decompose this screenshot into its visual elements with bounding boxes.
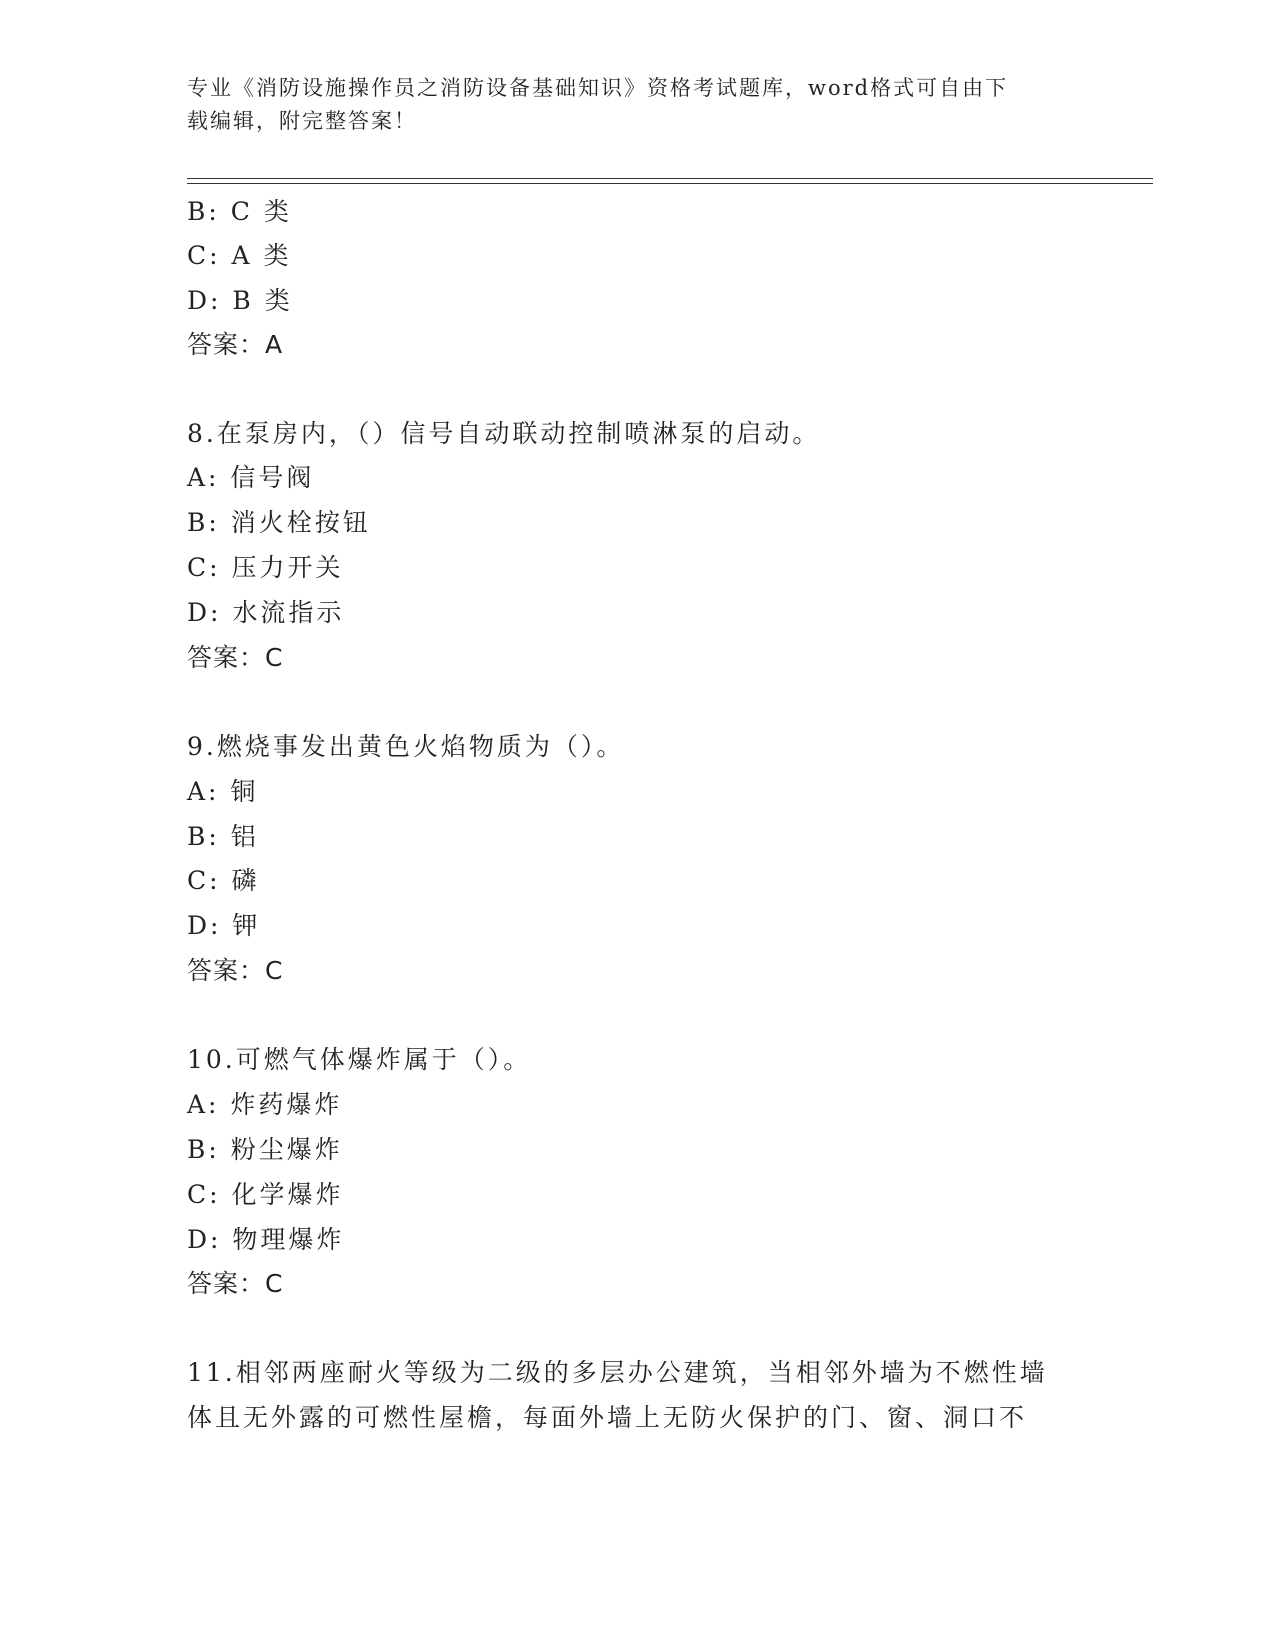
q8-stem: 8.在泵房内，（）信号自动联动控制喷淋泵的启动。 [187,419,821,448]
q11-stem-line-1: 11.相邻两座耐火等级为二级的多层办公建筑，当相邻外墙为不燃性墙 [187,1358,1048,1387]
header-line-1: 专业《消防设施操作员之消防设备基础知识》资格考试题库，word格式可自由下 [187,76,1009,100]
q9-option-c: C: 磷 [187,866,260,895]
q10-answer: 答案：C [187,1269,284,1298]
header-rule-bottom [187,183,1153,184]
q7-option-b: B: C 类 [187,197,292,226]
q8-option-b: B: 消火栓按钮 [187,508,371,537]
q9-option-d: D: 钾 [187,911,261,940]
q11-stem-line-2: 体且无外露的可燃性屋檐，每面外墙上无防火保护的门、窗、洞口不 [187,1403,1028,1432]
header-line-2: 载编辑，附完整答案！ [187,109,417,133]
q9-stem: 9.燃烧事发出黄色火焰物质为（）。 [187,732,625,761]
q8-option-d: D: 水流指示 [187,598,345,627]
q10-option-c: C: 化学爆炸 [187,1180,344,1209]
q9-option-b: B: 铝 [187,822,259,851]
q7-option-d: D: B 类 [187,286,293,315]
q7-answer: 答案：A [187,330,284,359]
q10-option-b: B: 粉尘爆炸 [187,1135,343,1164]
q8-option-c: C: 压力开关 [187,553,344,582]
q9-option-a: A: 铜 [187,777,259,806]
q10-stem: 10.可燃气体爆炸属于（）。 [187,1045,532,1074]
q9-answer: 答案：C [187,956,284,985]
q10-option-a: A: 炸药爆炸 [187,1090,343,1119]
header-rule-top [187,178,1153,179]
q10-option-d: D: 物理爆炸 [187,1225,345,1254]
q8-answer: 答案：C [187,643,284,672]
document-header [187,72,1067,138]
q7-option-c: C: A 类 [187,241,292,270]
q8-option-a: A: 信号阀 [187,463,315,492]
